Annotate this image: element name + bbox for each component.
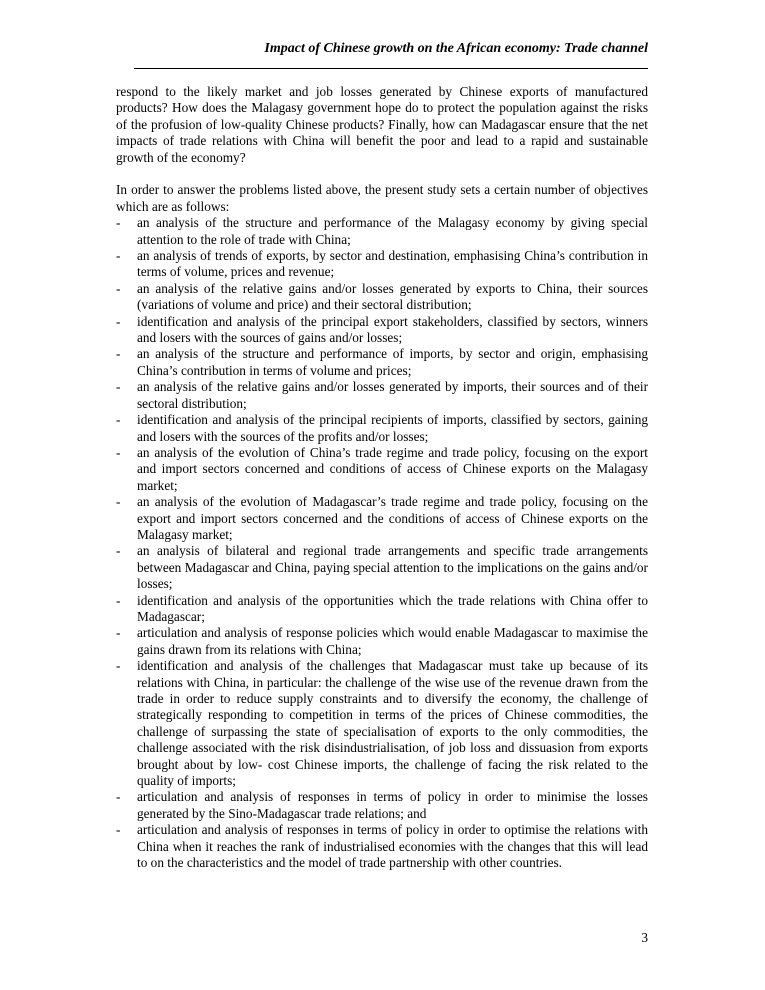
objective-item	[116, 215, 648, 248]
bullet-dash: -	[116, 789, 121, 805]
objective-item	[116, 445, 648, 494]
running-header: Impact of Chinese growth on the African economy: Trade channel	[264, 41, 648, 56]
bullet-dash: -	[116, 494, 121, 510]
objective-item	[116, 822, 648, 871]
objective-item	[116, 625, 648, 658]
bullet-dash: -	[116, 658, 121, 674]
bullet-dash: -	[116, 346, 121, 362]
paragraph-objectives-intro: In order to answer the problems listed above, the present study sets a certain number of objectives which are as follows:	[116, 182, 648, 214]
objective-text: an analysis of the relative gains and/or losses generated by exports to China, their sources (variations of volume and price) and their sectoral distribution;	[137, 280, 648, 313]
objective-text: an analysis of bilateral and regional trade arrangements and specific trade arrangements between Madagascar and China, paying special attention to the implications on the gains and/or losses;	[137, 543, 648, 592]
paragraph-continued: respond to the likely market and job losses generated by Chinese exports of manufactured products? How does the Malagasy government hope do to protect the population against the risks of the profusion of low-quality Chinese products? Finally, how can Madagascar ensure that the net impacts of trade relations with China will benefit the poor and lead to a rapid and sustainable growth of the economy?	[116, 84, 648, 165]
objective-text: articulation and analysis of responses in terms of policy in order to minimise the losses generated by the Sino-Madagascar trade relations; and	[137, 789, 648, 821]
bullet-dash: -	[116, 215, 121, 231]
objective-item	[116, 789, 648, 822]
objective-item	[116, 346, 648, 379]
bullet-dash: -	[116, 280, 121, 296]
bullet-dash: -	[116, 822, 121, 838]
objective-item	[116, 379, 648, 412]
objective-text: identification and analysis of the principal recipients of imports, classified by sectors, gaining and losers with the sources of the profits and/or losses;	[137, 412, 648, 444]
objective-item	[116, 593, 648, 626]
objective-text: articulation and analysis of response policies which would enable Madagascar to maximise the gains drawn from its relations with China;	[137, 625, 648, 657]
bullet-dash: -	[116, 248, 121, 264]
objective-item	[116, 658, 648, 789]
objective-text: an analysis of trends of exports, by sector and destination, emphasising China’s contribution in terms of volume, prices and revenue;	[137, 248, 648, 280]
body-text	[116, 84, 648, 871]
header-rule	[134, 68, 648, 69]
objective-item	[116, 281, 648, 314]
objective-item	[116, 494, 648, 543]
objective-item	[116, 248, 648, 281]
objectives-list	[116, 215, 648, 871]
bullet-dash: -	[116, 543, 121, 559]
objective-text: articulation and analysis of responses in terms of policy in order to optimise the relations with China when it reaches the rank of industrialised economies with the changes that this will lead to on the characteristics and the model of trade partnership with other countries.	[137, 822, 648, 871]
objective-text: an analysis of the structure and performance of the Malagasy economy by giving special attention to the role of trade with China;	[137, 215, 648, 247]
bullet-dash: -	[116, 313, 121, 329]
objective-item	[116, 543, 648, 592]
objective-item	[116, 412, 648, 445]
objective-text: an analysis of the evolution of Madagascar’s trade regime and trade policy, focusing on the export and import sectors concerned and the conditions of access of Chinese exports on the Malagasy market;	[137, 494, 648, 542]
page-number: 3	[641, 930, 648, 945]
objective-text: identification and analysis of the principal export stakeholders, classified by sectors, winners and losers with the sources of gains and/or losses;	[137, 313, 648, 346]
bullet-dash: -	[116, 592, 121, 608]
objective-text: an analysis of the structure and performance of imports, by sector and origin, emphasising China’s contribution in terms of volume and prices;	[137, 346, 648, 378]
bullet-dash: -	[116, 412, 121, 428]
bullet-dash: -	[116, 625, 121, 641]
objective-item	[116, 314, 648, 347]
objective-text: an analysis of the relative gains and/or losses generated by imports, their sources and of their sectoral distribution;	[137, 379, 648, 411]
bullet-dash: -	[116, 379, 121, 395]
objective-text: an analysis of the evolution of China’s trade regime and trade policy, focusing on the export and import sectors concerned and conditions of access of Chinese exports on the Malagasy market;	[137, 444, 648, 493]
objective-text: identification and analysis of the challenges that Madagascar must take up because of its relations with China, in particular: the challenge of the wise use of the revenue drawn from the trade in order to reduce supply constraints and to diversify the economy, the challenge of strategically responding to competition in terms of the prices of Chinese commodities, the challenge of surpassing the state of specialisation of exports to the only commodities, the challenge associated with the risk disindustrialisation, of job loss and dissuasion from exports brought about by low- cost Chinese imports, the challenge of facing the risk related to the quality of imports;	[137, 658, 648, 789]
objective-text: identification and analysis of the opportunities which the trade relations with China offer to Madagascar;	[137, 592, 648, 624]
bullet-dash: -	[116, 444, 121, 460]
